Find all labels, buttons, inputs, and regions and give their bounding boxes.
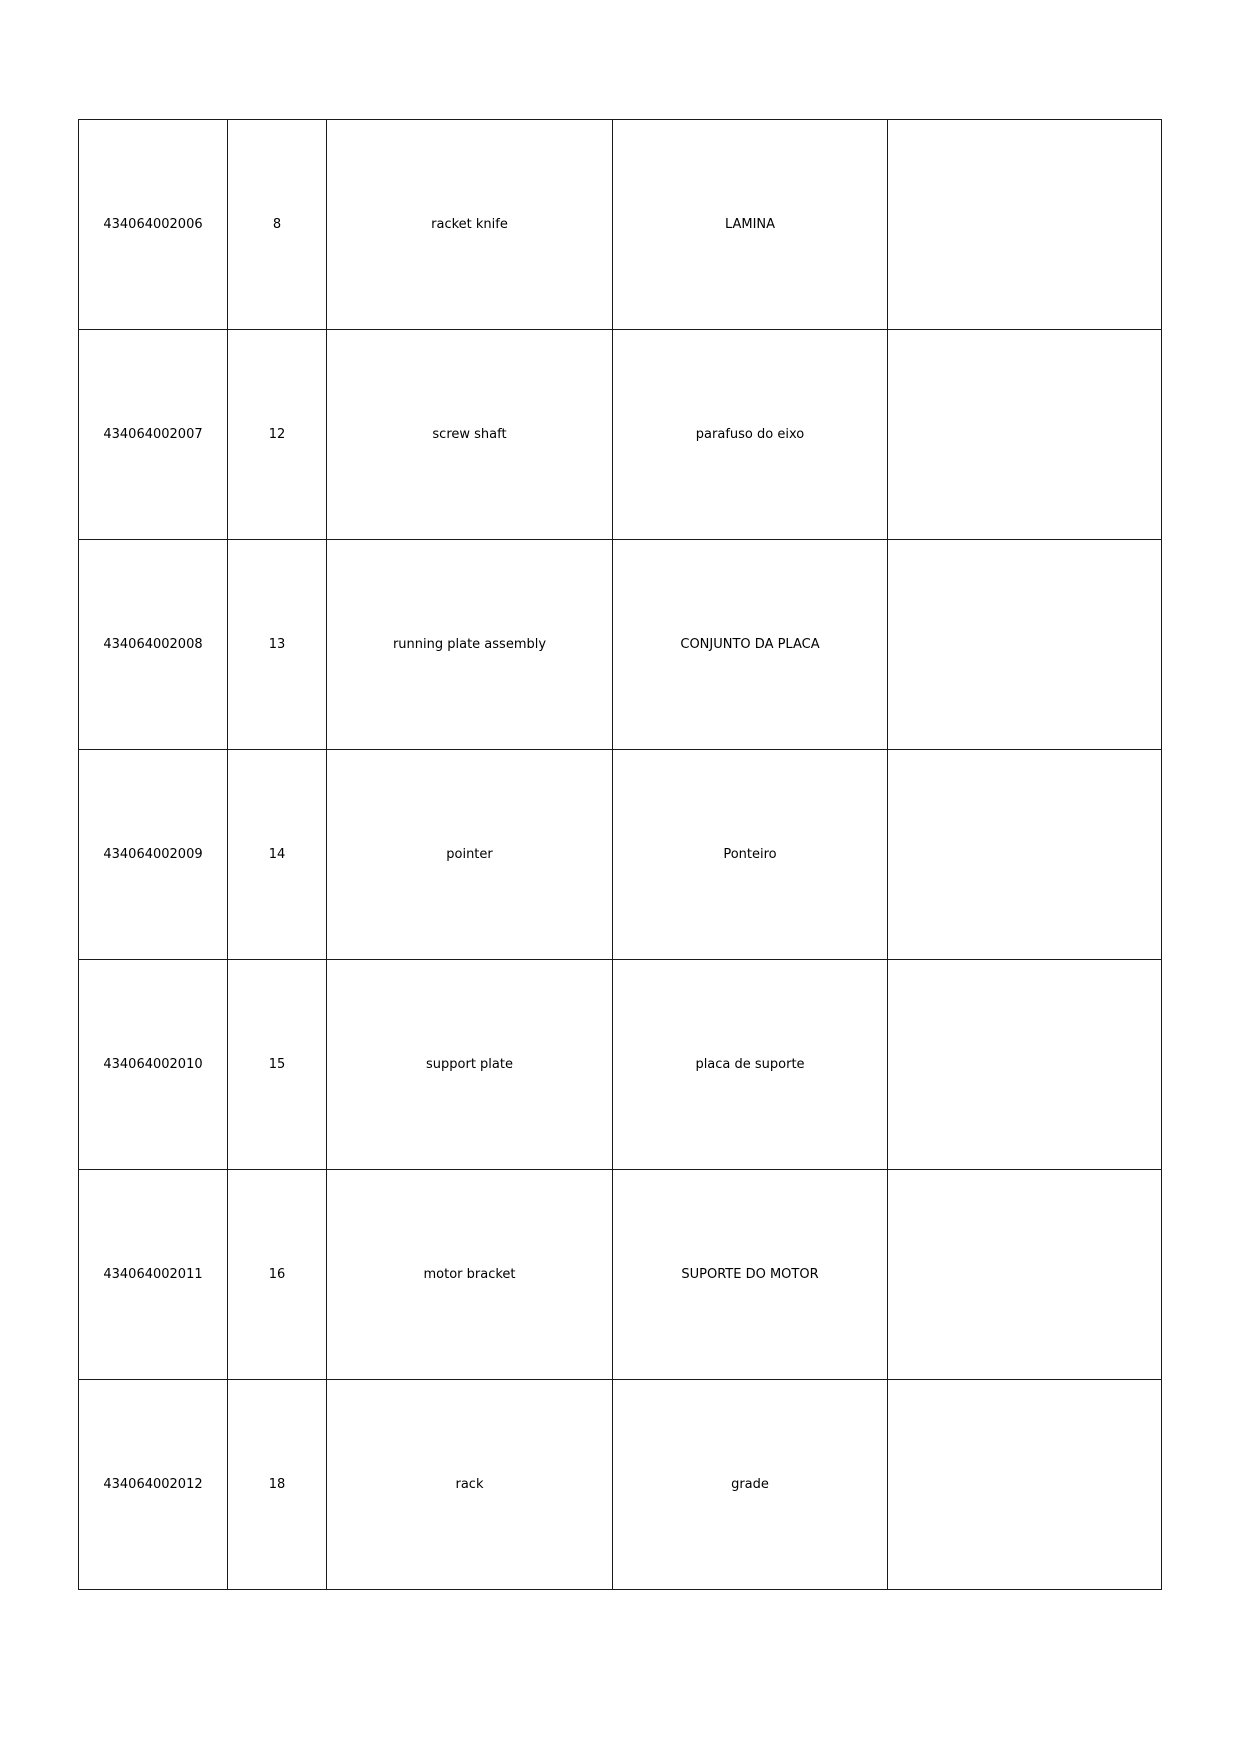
english-name-cell: rack — [327, 1380, 613, 1590]
notes-cell — [888, 330, 1162, 540]
part-number-cell: 18 — [228, 1380, 327, 1590]
portuguese-name-cell: parafuso do eixo — [613, 330, 888, 540]
parts-table-body — [79, 120, 1162, 1590]
table-row — [79, 330, 1162, 540]
english-name-cell: screw shaft — [327, 330, 613, 540]
notes-cell — [888, 1170, 1162, 1380]
table-row — [79, 1380, 1162, 1590]
portuguese-name-cell: SUPORTE DO MOTOR — [613, 1170, 888, 1380]
portuguese-name-cell: LAMINA — [613, 120, 888, 330]
english-name-cell: pointer — [327, 750, 613, 960]
notes-cell — [888, 1380, 1162, 1590]
notes-cell — [888, 540, 1162, 750]
part-code-cell: 434064002006 — [79, 120, 228, 330]
part-code-cell: 434064002012 — [79, 1380, 228, 1590]
table-row — [79, 540, 1162, 750]
table-row — [79, 1170, 1162, 1380]
part-code-cell: 434064002007 — [79, 330, 228, 540]
notes-cell — [888, 750, 1162, 960]
notes-cell — [888, 960, 1162, 1170]
part-code-cell: 434064002009 — [79, 750, 228, 960]
english-name-cell: racket knife — [327, 120, 613, 330]
portuguese-name-cell: placa de suporte — [613, 960, 888, 1170]
part-number-cell: 12 — [228, 330, 327, 540]
portuguese-name-cell: CONJUNTO DA PLACA — [613, 540, 888, 750]
english-name-cell: motor bracket — [327, 1170, 613, 1380]
table-row — [79, 120, 1162, 330]
table-row — [79, 960, 1162, 1170]
notes-cell — [888, 120, 1162, 330]
english-name-cell: support plate — [327, 960, 613, 1170]
parts-table — [78, 119, 1162, 1590]
part-number-cell: 8 — [228, 120, 327, 330]
part-number-cell: 14 — [228, 750, 327, 960]
part-code-cell: 434064002010 — [79, 960, 228, 1170]
part-number-cell: 15 — [228, 960, 327, 1170]
part-number-cell: 13 — [228, 540, 327, 750]
portuguese-name-cell: Ponteiro — [613, 750, 888, 960]
portuguese-name-cell: grade — [613, 1380, 888, 1590]
part-number-cell: 16 — [228, 1170, 327, 1380]
english-name-cell: running plate assembly — [327, 540, 613, 750]
part-code-cell: 434064002011 — [79, 1170, 228, 1380]
part-code-cell: 434064002008 — [79, 540, 228, 750]
table-row — [79, 750, 1162, 960]
